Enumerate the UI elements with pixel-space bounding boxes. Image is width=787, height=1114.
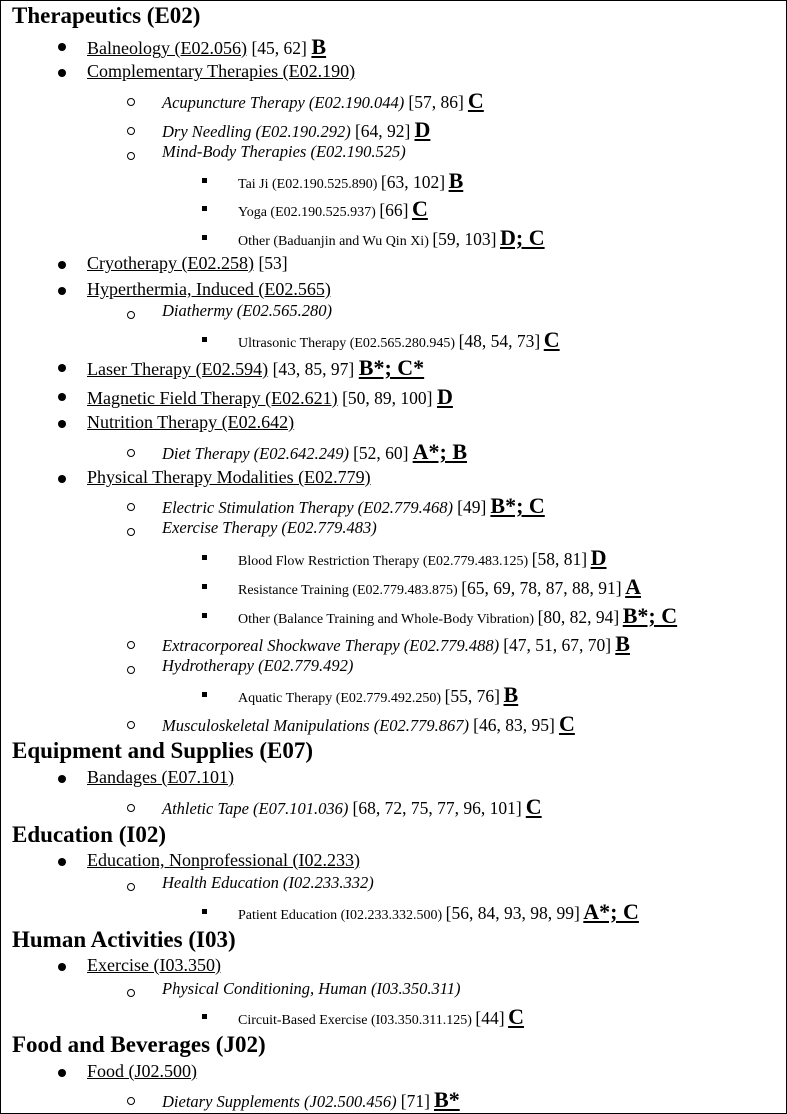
disc-bullet-icon xyxy=(58,420,66,428)
heading-title: Therapeutics (E02) xyxy=(12,3,201,28)
heading-title: Education (I02) xyxy=(12,822,166,847)
circle-bullet-icon xyxy=(127,989,135,997)
evidence-grade: A xyxy=(625,574,642,599)
outline-item xyxy=(162,90,484,112)
evidence-grade: B*; C* xyxy=(358,355,425,380)
outline-item xyxy=(162,981,461,998)
disc-bullet-icon xyxy=(58,69,66,77)
evidence-grade: B xyxy=(503,682,519,707)
reference-list: [45, 62] xyxy=(251,38,307,58)
outline-item xyxy=(162,303,332,320)
reference-list: [43, 85, 97] xyxy=(272,359,355,379)
evidence-grade: C xyxy=(467,88,484,113)
outline-item xyxy=(162,144,406,161)
heading-title: Equipment and Supplies (E07) xyxy=(12,738,314,763)
circle-bullet-icon xyxy=(127,152,135,160)
evidence-grade: B xyxy=(615,631,630,656)
heading-title: Human Activities (I03) xyxy=(12,927,236,952)
outline-item xyxy=(238,198,428,220)
outline-item xyxy=(87,280,331,298)
evidence-grade: C xyxy=(543,327,560,352)
outline-item xyxy=(162,1089,460,1111)
evidence-grade: B*; C xyxy=(490,493,545,518)
evidence-grade: D xyxy=(414,117,431,142)
evidence-grade: A*; C xyxy=(583,899,639,924)
disc-bullet-icon xyxy=(58,1069,66,1077)
outline-item xyxy=(238,576,641,598)
outline-item xyxy=(238,547,607,569)
square-bullet-icon xyxy=(202,584,207,589)
term-title[interactable]: Bandages (E07.101) xyxy=(87,767,234,787)
reference-list: [55, 76] xyxy=(444,686,500,706)
square-bullet-icon xyxy=(202,692,207,697)
term-title[interactable]: Physical Therapy Modalities (E02.779) xyxy=(87,467,371,487)
outline-item xyxy=(162,633,630,655)
square-bullet-icon xyxy=(202,178,207,183)
term-title: Tai Ji (E02.190.525.890) xyxy=(238,177,378,192)
disc-bullet-icon xyxy=(58,858,66,866)
circle-bullet-icon xyxy=(127,127,135,135)
outline-item xyxy=(87,1062,197,1080)
category-heading xyxy=(12,4,200,27)
term-title: Other (Balance Training and Whole-Body Vibration) xyxy=(238,612,535,627)
outline-item xyxy=(162,796,542,818)
disc-bullet-icon xyxy=(58,775,66,783)
outline-item xyxy=(87,413,294,431)
term-title: Acupuncture Therapy (E02.190.044) xyxy=(162,93,405,112)
heading-title: Food and Beverages (J02) xyxy=(12,1032,266,1057)
reference-list: [63, 102] xyxy=(380,172,446,192)
reference-list: [65, 69, 78, 87, 88, 91] xyxy=(461,578,622,598)
reference-list: [66] xyxy=(379,200,409,220)
square-bullet-icon xyxy=(202,206,207,211)
evidence-grade: C xyxy=(411,196,428,221)
outline-item xyxy=(87,62,355,80)
evidence-grade: B* xyxy=(434,1087,460,1112)
outline-item xyxy=(87,386,453,408)
outline-item xyxy=(87,468,371,486)
evidence-grade: D; C xyxy=(500,225,545,250)
disc-bullet-icon xyxy=(58,364,66,372)
reference-list: [49] xyxy=(457,497,487,517)
circle-bullet-icon xyxy=(127,666,135,674)
term-title: Other (Baduanjin and Wu Qin Xi) xyxy=(238,234,429,249)
disc-bullet-icon xyxy=(58,963,66,971)
disc-bullet-icon xyxy=(58,43,66,51)
outline-item xyxy=(238,329,560,351)
circle-bullet-icon xyxy=(127,449,135,457)
reference-list: [46, 83, 95] xyxy=(473,715,555,735)
category-heading xyxy=(12,928,236,951)
term-title[interactable]: Laser Therapy (E02.594) xyxy=(87,359,269,379)
disc-bullet-icon xyxy=(58,393,66,401)
reference-list: [47, 51, 67, 70] xyxy=(503,635,612,655)
disc-bullet-icon xyxy=(58,287,66,295)
term-title: Circuit-Based Exercise (I03.350.311.125) xyxy=(238,1013,472,1028)
term-title: Athletic Tape (E07.101.036) xyxy=(162,799,349,818)
square-bullet-icon xyxy=(202,1014,207,1019)
circle-bullet-icon xyxy=(127,1097,135,1105)
outline-item xyxy=(87,36,326,58)
square-bullet-icon xyxy=(202,909,207,914)
disc-bullet-icon xyxy=(58,261,66,269)
reference-list: [71] xyxy=(400,1091,430,1111)
circle-bullet-icon xyxy=(127,528,135,536)
term-title[interactable]: Hyperthermia, Induced (E02.565) xyxy=(87,279,331,299)
square-bullet-icon xyxy=(202,555,207,560)
outline-item xyxy=(238,227,545,249)
term-title[interactable]: Cryotherapy (E02.258) xyxy=(87,253,254,273)
circle-bullet-icon xyxy=(127,804,135,812)
outline-item xyxy=(87,357,424,379)
term-title[interactable]: Education, Nonprofessional (I02.233) xyxy=(87,850,360,870)
outline-item xyxy=(87,851,360,869)
term-title: Health Education (I02.233.332) xyxy=(162,873,374,892)
evidence-grade: B xyxy=(311,34,327,59)
square-bullet-icon xyxy=(202,235,207,240)
outline-item xyxy=(238,605,677,627)
evidence-grade: B xyxy=(448,168,464,193)
term-title: Physical Conditioning, Human (I03.350.311) xyxy=(162,979,461,998)
reference-list: [48, 54, 73] xyxy=(458,331,541,351)
evidence-grade: D xyxy=(437,384,453,409)
outline-item xyxy=(87,768,234,786)
circle-bullet-icon xyxy=(127,883,135,891)
reference-list: [44] xyxy=(475,1008,505,1028)
term-title: Exercise Therapy (E02.779.483) xyxy=(162,518,377,537)
reference-list: [56, 84, 93, 98, 99] xyxy=(445,903,580,923)
outline-item xyxy=(162,875,374,892)
term-title: Aquatic Therapy (E02.779.492.250) xyxy=(238,691,442,706)
category-heading xyxy=(12,823,166,846)
evidence-grade: A*; B xyxy=(412,439,468,464)
term-title: Mind-Body Therapies (E02.190.525) xyxy=(162,142,406,161)
reference-list: [50, 89, 100] xyxy=(342,388,433,408)
reference-list: [80, 82, 94] xyxy=(537,607,620,627)
outline-item xyxy=(238,1006,524,1028)
term-title: Musculoskeletal Manipulations (E02.779.867) xyxy=(162,716,470,735)
reference-list: [53] xyxy=(258,253,288,273)
outline-item xyxy=(162,119,430,141)
category-heading xyxy=(12,1033,266,1056)
evidence-grade: C xyxy=(558,711,575,736)
outline-item xyxy=(238,170,463,192)
term-title: Diathermy (E02.565.280) xyxy=(162,301,333,320)
term-title: Diet Therapy (E02.642.249) xyxy=(162,444,349,463)
square-bullet-icon xyxy=(202,613,207,618)
term-title: Blood Flow Restriction Therapy (E02.779.483.125) xyxy=(238,554,529,569)
term-title: Hydrotherapy (E02.779.492) xyxy=(162,656,354,675)
reference-list: [68, 72, 75, 77, 96, 101] xyxy=(352,798,522,818)
evidence-grade: D xyxy=(590,545,607,570)
term-title[interactable]: Complementary Therapies (E02.190) xyxy=(87,61,356,81)
term-title: Yoga (E02.190.525.937) xyxy=(238,205,376,220)
square-bullet-icon xyxy=(202,337,207,342)
circle-bullet-icon xyxy=(127,311,135,319)
outline-item xyxy=(238,901,639,923)
term-title[interactable]: Balneology (E02.056) xyxy=(87,38,247,58)
outline-item xyxy=(87,956,221,974)
reference-list: [57, 86] xyxy=(408,92,464,112)
outline-item xyxy=(238,684,518,706)
outline-item xyxy=(162,495,545,517)
term-title: Dietary Supplements (J02.500.456) xyxy=(162,1092,397,1111)
term-title[interactable]: Magnetic Field Therapy (E02.621) xyxy=(87,388,338,408)
term-title: Electric Stimulation Therapy (E02.779.468) xyxy=(162,498,453,517)
category-heading xyxy=(12,739,313,762)
outline-item xyxy=(162,713,575,735)
circle-bullet-icon xyxy=(127,503,135,511)
term-title: Dry Needling (E02.190.292) xyxy=(162,122,351,141)
outline-item xyxy=(162,520,377,537)
term-title[interactable]: Exercise (I03.350) xyxy=(87,955,221,975)
evidence-grade: C xyxy=(525,794,542,819)
evidence-grade: B*; C xyxy=(622,603,678,628)
reference-list: [52, 60] xyxy=(353,443,409,463)
evidence-grade: C xyxy=(508,1004,524,1029)
outline-item xyxy=(87,254,288,273)
term-title: Resistance Training (E02.779.483.875) xyxy=(238,583,458,598)
reference-list: [59, 103] xyxy=(432,229,497,249)
circle-bullet-icon xyxy=(127,721,135,729)
reference-list: [58, 81] xyxy=(531,549,588,569)
outline-item xyxy=(162,658,353,675)
disc-bullet-icon xyxy=(58,475,66,483)
outline-item xyxy=(162,441,467,463)
term-title: Extracorporeal Shockwave Therapy (E02.779.488) xyxy=(162,636,500,655)
term-title: Patient Education (I02.233.332.500) xyxy=(238,908,443,923)
term-title[interactable]: Food (J02.500) xyxy=(87,1061,198,1081)
reference-list: [64, 92] xyxy=(354,121,411,141)
term-title[interactable]: Nutrition Therapy (E02.642) xyxy=(87,412,295,432)
circle-bullet-icon xyxy=(127,641,135,649)
circle-bullet-icon xyxy=(127,98,135,106)
term-title: Ultrasonic Therapy (E02.565.280.945) xyxy=(238,336,456,351)
